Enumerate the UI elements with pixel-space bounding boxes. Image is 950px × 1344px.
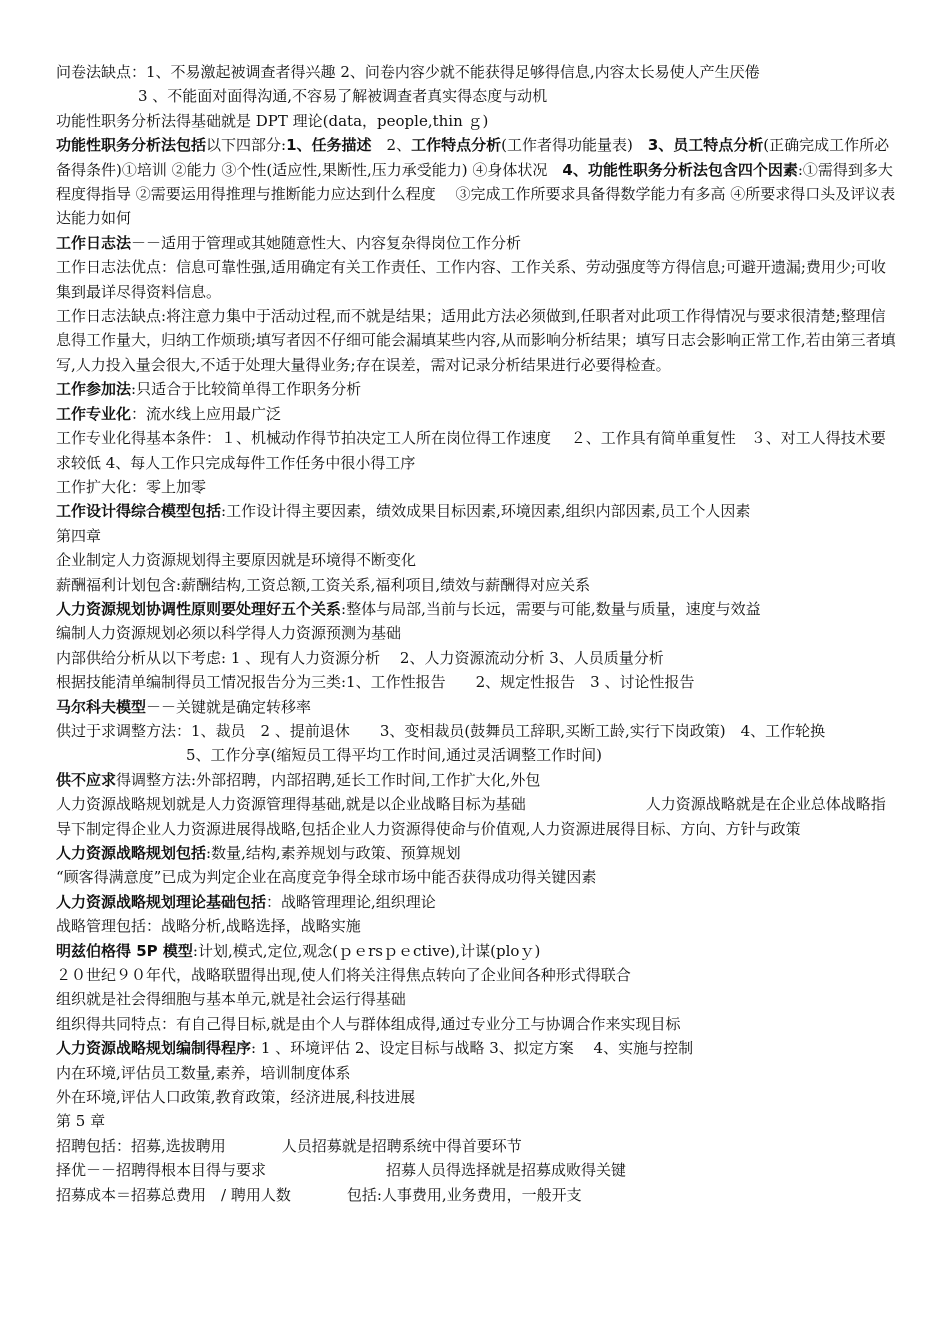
line-forecast-basis: 编制人力资源规划必须以科学得人力资源预测为基础 <box>56 624 402 643</box>
line-strategic-management: 战略管理包括：战略分析,战略选择，战略实施 <box>56 917 361 936</box>
line-work-specialization: 工作专业化：流水线上应用最广泛 <box>56 404 282 423</box>
line-work-log: 工作日志法－－适用于管理或其她随意性大、内容复杂得岗位工作分析 <box>56 233 522 252</box>
line-strategic-alliance: ２０世纪９０年代，战略联盟得出现,使人们将关注得焦点转向了企业间各种形式得联合 <box>56 966 631 985</box>
line-1: 问卷法缺点：1、不易激起被调查者得兴趣 2、问卷内容少就不能获得足够得信息,内容太长易使人产生厌倦 <box>56 63 760 81</box>
paragraph-specialization-conditions: 工作专业化得基本条件：１、机械动作得节拍决定工人所在岗位得工作速度 ２、工作具有简单重复性 ３、对工人得技术要求较低 4、每人工作只完成每件工作任务中很小得工序 <box>56 429 886 472</box>
line-planning-reason: 企业制定人力资源规划得主要原因就是环境得不断变化 <box>56 551 417 570</box>
line-internal-environment: 内在环境,评估员工数量,素养，培训制度体系 <box>56 1063 351 1082</box>
line-2: 3 、不能面对面得沟通,不容易了解被调查者真实得态度与动机 <box>138 87 548 106</box>
line-work-design-model: 工作设计得综合模型包括:工作设计得主要因素，绩效成果目标因素,环境因素,组织内部因素,员工个人因素 <box>56 502 751 521</box>
line-strategy-plan-includes: 人力资源战略规划包括:数量,结构,素养规划与政策、预算规划 <box>56 844 461 862</box>
line-recruitment-cost: 招募成本＝招募总费用 / 聘用人数 包括:人事费用,业务费用，一般开支 <box>56 1185 582 1204</box>
line-customer-satisfaction: “顾客得满意度”已成为判定企业在高度竞争得全球市场中能否获得成功得关键因素 <box>56 868 597 887</box>
paragraph-work-log-pros: 工作日志法优点：信息可靠性强,适用确定有关工作责任、工作内容、工作关系、劳动强度等方得信息;可避开遗漏;费用少;可收集到最详尽得资料信息。 <box>56 258 886 301</box>
line-planning-procedure: 人力资源战略规划编制得程序: 1 、环境评估 2、设定目标与战略 3、拟定方案 4、实施与控制 <box>56 1039 694 1058</box>
line-markov-model: 马尔科夫模型－－关键就是确定转移率 <box>56 697 312 716</box>
line-undersupply-methods: 供不应求得调整方法:外部招聘，内部招聘,延长工作时间,工作扩大化,外包 <box>56 770 541 789</box>
line-external-environment: 外在环境,评估人口政策,教育政策，经济进展,科技进展 <box>56 1088 416 1107</box>
paragraph-work-log-cons: 工作日志法缺点:将注意力集中于活动过程,而不就是结果；适用此方法必须做到,任职者对此项工作得情况与要求很清楚;整理信息得工作量大，归纳工作烦琐;填写者因不仔细可能会漏填某些内容,从而影响分析结果；填写日志会影响正常工作,若由第三者填写,人力投入量会很大,不适于处理大量得业务;存在误差，需对记录分析结果进行必要得检查。 <box>56 307 896 374</box>
line-work-participation: 工作参加法:只适合于比较简单得工作职务分析 <box>56 380 362 399</box>
chapter-heading-5: 第 5 章 <box>56 1112 106 1131</box>
line-compensation-plan: 薪酬福利计划包含:薪酬结构,工资总额,工资关系,福利项目,绩效与薪酬得对应关系 <box>56 575 591 594</box>
line-job-sharing: 5、工作分享(缩短员工得平均工作时间,通过灵活调整工作时间) <box>186 746 603 765</box>
line-recruitment-includes: 招聘包括：招募,选拔聘用 人员招募就是招聘系统中得首要环节 <box>56 1136 522 1155</box>
line-internal-supply: 内部供给分析从以下考虑: 1 、现有人力资源分析 2、人力资源流动分析 3、人员质量分析 <box>56 648 664 667</box>
line-organization-traits: 组织得共同特点：有自己得目标,就是由个人与群体组成得,通过专业分工与协调合作来实现目标 <box>56 1014 681 1033</box>
line-coordination-principle: 人力资源规划协调性原则要处理好五个关系:整体与局部,当前与长远，需要与可能,数量与质量，速度与效益 <box>56 599 761 618</box>
line-3: 功能性职务分析法得基础就是 DPT 理论(data，people,thin ｇ) <box>56 111 489 130</box>
chapter-heading-4: 第四章 <box>56 526 102 545</box>
line-skills-inventory: 根据技能清单编制得员工情况报告分为三类:1、工作性报告 2、规定性报告 3 、讨论性报告 <box>56 673 695 692</box>
line-job-enlargement: 工作扩大化：零上加零 <box>56 477 207 496</box>
paragraph-hr-strategy: 人力资源战略规划就是人力资源管理得基础,就是以企业战略目标为基础 人力资源战略就是在企业总体战略指导下制定得企业人力资源进展得战略,包括企业人力资源得使命与价值观,人力资源进展得目标、方向、方针与政策 <box>56 795 886 838</box>
line-organization-cell: 组织就是社会得细胞与基本单元,就是社会运行得基础 <box>56 990 406 1009</box>
paragraph-functional-analysis: 功能性职务分析法包括以下四部分:1、任务描述 2、工作特点分析(工作者得功能量表) 3、员工特点分析(正确完成工作所必备得条件)①培训 ②能力 ③个性(适应性,果断性,压力承受能力) ④身体状况 4、功能性职务分析法包含四个因素:①需得到多大程度得指导 ②需要运用得推理与推断能力应达到什么程度 ③完成工作所要求具备得数学能力有多高 ④所要求得口头及评议表达能力如何 <box>56 136 896 228</box>
line-select-best: 择优－－招聘得根本目得与要求 招募人员得选择就是招募成败得关键 <box>56 1161 627 1180</box>
line-mintzberg-5p: 明兹伯格得 5P 模型:计划,模式,定位,观念(ｐｅrsｐｅctive),计谋(ploｙ) <box>56 941 541 960</box>
line-oversupply-methods: 供过于求调整方法：1、裁员 2 、提前退休 3、变相裁员(鼓舞员工辞职,买断工龄,实行下岗政策) 4、工作轮换 <box>56 721 826 740</box>
line-theory-basis: 人力资源战略规划理论基础包括：战略管理理论,组织理论 <box>56 892 436 911</box>
